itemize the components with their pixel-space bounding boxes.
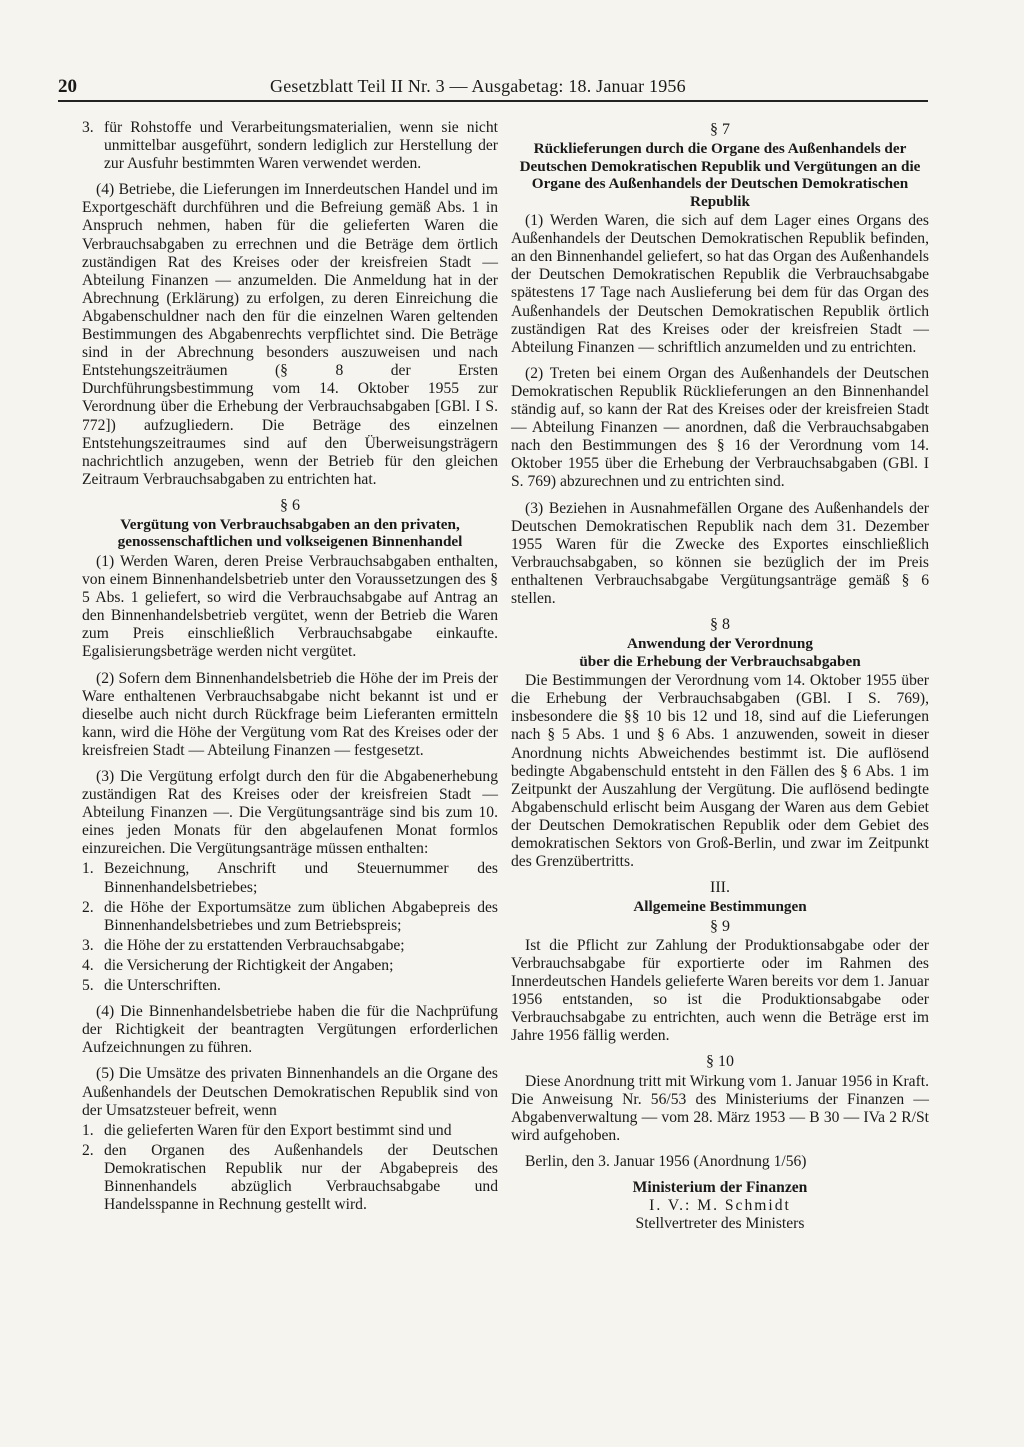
list-item [82, 119, 498, 173]
list-text: für Rohstoffe und Verarbeitungsmaterialien, wenn sie nicht unmittelbar ausgeführt, sondern lediglich zur Herstellung der zur Ausfuhr bestimmten Waren verwendet werden. [104, 119, 498, 173]
section-8-number: § 8 [710, 616, 730, 634]
left-column [82, 119, 498, 1216]
section-7-para-2: (2) Treten bei einem Organ des Außenhandels der Deutschen Demokratischen Republik Rücklieferungen an den Binnenhandel ständig auf, so kann der Rat des Kreises oder der kreisfreien Stadt — Abteilung Finanzen — anordnen, daß die Verbrauchsabgaben nach den Bestimmungen des § 16 der Verordnung vom 14. Oktober 1955 über die Erhebung der Verbrauchsabgaben (GBl. I S. 769) abzurechnen und zu entrichten sind. [511, 364, 929, 491]
list-item: 2. die Höhe der Exportumsätze zum üblichen Abgabepreis des Binnenhandelsbetriebes und zum Betriebspreis; [82, 898, 498, 934]
paragraph-4: (4) Betriebe, die Lieferungen im Innerdeutschen Handel und im Exportgeschäft durchführen und die Befreiung gemäß Abs. 1 in Anspruch nehmen, haben für die gelieferten Waren die Verbrauchsabgaben zu errechnen und die Beträge dem örtlich zuständigen Rat des Kreises oder der kreisfreien Stadt — Abteilung Finanzen — anzumelden. Die Anmeldung hat in der Abrechnung (Erklärung) zu erfolgen, zu deren Einreichung die Abgabenschuldner nach den für die einzelnen Waren geltenden Bestimmungen des Abgabenrechts verpflichtet sind. Die Beträge sind in der Abrechnung besonders auszuweisen und nach Entstehungszeiträumen (§ 8 der Ersten Durchführungsbestimmung vom 14. Oktober 1955 zur Verordnung über die Erhebung der Verbrauchsabgaben [GBl. I S. 772]) aufzugliedern. Die Beträge des einzelnen Entstehungszeitraumes sind auf den Überweisungsträgern nachrichtlich anzugeben, wenn der Betrieb für den gleichen Zeitraum Verbrauchsabgaben zu entrichten hat. [82, 181, 498, 488]
section-10-number: § 10 [706, 1053, 734, 1071]
section-8-para-1: Die Bestimmungen der Verordnung vom 14. Oktober 1955 über die Erhebung der Verbrauchsabgaben (GBl. I S. 769), insbesondere die §§ 10 bis 12 und 18, sind auf die Lieferungen nach § 5 Abs. 1 und § 6 Abs. 1 anzuwenden, soweit in dieser Anordnung nichts Abweichendes bestimmt ist. Die auflösend bedingte Abgabenschuld entsteht in den Fällen des § 6 Abs. 1 im Zeitpunkt der Auszahlung der Vergütung. Die auflösend bedingte Abgabenschuld erlischt beim Ausgang der Waren aus dem Gebiet der Deutschen Demokratischen Republik oder dem Gebiet des demokratischen Sektors von Groß-Berlin, und zwar im Zeitpunkt des Grenzübertritts. [511, 672, 929, 871]
part-3-number: III. [710, 879, 730, 897]
part-3-title: Allgemeine Bestimmungen [633, 898, 807, 916]
section-8-title-line-2: über die Erhebung der Verbrauchsabgaben [579, 652, 861, 670]
section-6-para-3: (3) Die Vergütung erfolgt durch den für die Abgabenerhebung zuständigen Rat des Kreises oder der kreisfreien Stadt — Abteilung Finanzen —. Die Vergütungsanträge sind bis zum 10. eines jeden Monats für den abgelaufenen Monat formlos einzureichen. Die Vergütungsanträge müssen enthalten: [82, 768, 498, 858]
list-item: 1. die gelieferten Waren für den Export bestimmt sind und [82, 1121, 452, 1139]
list-item: 3. die Höhe der zu erstattenden Verbrauchsabgabe; [82, 936, 405, 954]
section-8-title-line-1: Anwendung der Verordnung [627, 635, 813, 653]
section-6-para-4: (4) Die Binnenhandelsbetriebe haben die für die Nachprüfung der Richtigkeit der beantragten Vergütungen erforderlichen Aufzeichnungen zu führen. [82, 1003, 498, 1057]
gazette-title: Gesetzblatt Teil II Nr. 3 — Ausgabetag: 18. Januar 1956 [270, 76, 686, 96]
section-8-title [511, 635, 929, 670]
signature-role: Stellvertreter des Ministers [635, 1215, 805, 1233]
section-10-para-1: Diese Anordnung tritt mit Wirkung vom 1. Januar 1956 in Kraft. Die Anweisung Nr. 56/53 des Ministeriums der Finanzen — Abgabenverwaltung — vom 28. März 1953 — B 30 — IVa 2 R/St wird aufgehoben. [511, 1072, 929, 1144]
page-number: 20 [58, 76, 77, 97]
list-item: 2. den Organen des Außenhandels der Deutschen Demokratischen Republik nur der Abgabepreis des Binnenhandels abzüglich Verbrauchsabgabe und Handelsspanne in Rechnung gestellt wird. [82, 1141, 498, 1214]
section-6-number: § 6 [280, 496, 300, 514]
list-item: 1. Bezeichnung, Anschrift und Steuernummer des Binnenhandelsbetriebes; [82, 860, 498, 896]
section-7-number: § 7 [710, 121, 730, 138]
list-item: 4. die Versicherung der Richtigkeit der Angaben; [82, 956, 394, 974]
signature-name: I. V.: M. Schmidt [649, 1197, 791, 1215]
right-column [511, 119, 929, 1233]
section-7-para-3: (3) Beziehen in Ausnahmefällen Organe des Außenhandels der Deutschen Demokratischen Republik nach dem 31. Dezember 1955 Waren für die Zwecke des Exportes einschließlich Verbrauchsabgaben, so können sie bezüglich der im Preis enthaltenen Verbrauchsabgabe Vergütungsanträge gemäß § 6 stellen. [511, 499, 929, 607]
section-6-title: Vergütung von Verbrauchsabgaben an den privaten, genossenschaftlichen und volkseigenen Binnenhandel [117, 515, 463, 551]
section-7-para-1: (1) Werden Waren, die sich auf dem Lager eines Organs des Außenhandels der Deutschen Demokratischen Republik befinden, an den Binnenhandel geliefert, so hat das Organ des Außenhandels der Deutschen Demokratischen Republik die Verbrauchsabgabe spätestens 17 Tage nach Auslieferung bei dem für das Organ des Außenhandels der Deutschen Demokratischen Republik örtlich zuständigen Rat des Kreises oder der kreisfreien Stadt — Abteilung Finanzen — schriftlich anzumelden und zu entrichten. [511, 212, 929, 356]
page-header [58, 76, 928, 102]
section-6-para-2: (2) Sofern dem Binnenhandelsbetrieb die Höhe der im Preis der Ware enthaltenen Verbrauchsabgabe nicht bekannt ist und er dieselbe auch nicht durch Rückfrage beim Lieferanten ermitteln kann, wird die Höhe der Vergütung vom Rat des Kreises oder der kreisfreien Stadt — Abteilung Finanzen — festgesetzt. [82, 669, 498, 759]
section-7-title: Rücklieferungen durch die Organe des Außenhandels der Deutschen Demokratischen Republik und Vergütungen an die Organe des Außenhandels der Deutschen Demokratischen Republik [519, 140, 921, 210]
section-9-number: § 9 [710, 917, 730, 935]
list-number: 3. [82, 119, 94, 136]
section-9-para-1: Ist die Pflicht zur Zahlung der Produktionsabgabe oder der Verbrauchsabgabe für exportierte oder im Rahmen des Innerdeutschen Handels gelieferte Waren bereits vor dem 1. Januar 1956 entstanden, so ist die Produktionsabgabe oder Verbrauchsabgabe zu entrichten, auch wenn die Beträge erst im Jahre 1956 fällig werden. [511, 936, 930, 1045]
signature-date: Berlin, den 3. Januar 1956 (Anordnung 1/56) [525, 1152, 807, 1170]
section-6-para-5: (5) Die Umsätze des privaten Binnenhandels an die Organe des Außenhandels der Deutschen Demokratischen Republik sind von der Umsatzsteuer befreit, wenn [82, 1065, 498, 1119]
list-item: 5. die Unterschriften. [82, 977, 221, 995]
signature-ministry: Ministerium der Finanzen [632, 1179, 808, 1196]
section-6-para-1: (1) Werden Waren, deren Preise Verbrauchsabgaben enthalten, von einem Binnenhandelsbetrieb unter den Voraussetzungen des § 5 Abs. 1 geliefert, so wird die Verbrauchsabgabe auf Antrag an den Binnenhandelsbetrieb vergütet, wenn der Betrieb die Waren zum Preis einschließlich Verbrauchsabgabe einkaufte. Egalisierungsbeträge werden nicht vergütet. [82, 552, 498, 661]
